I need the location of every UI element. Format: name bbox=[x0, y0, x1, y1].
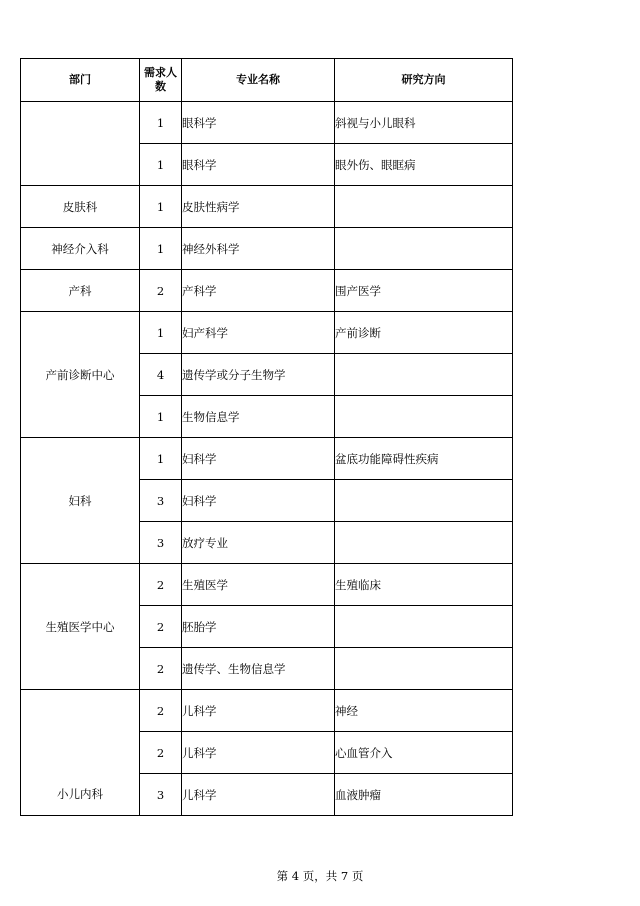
recruitment-table bbox=[20, 58, 513, 816]
dept-cell bbox=[21, 690, 140, 816]
major-cell: 生物信息学 bbox=[182, 396, 335, 438]
major-cell: 儿科学 bbox=[182, 774, 335, 816]
major-cell: 生殖医学 bbox=[182, 564, 335, 606]
table-row bbox=[21, 186, 513, 228]
count-cell: 1 bbox=[140, 438, 182, 480]
count-cell: 3 bbox=[140, 774, 182, 816]
dept-cell: 皮肤科 bbox=[21, 186, 140, 228]
dept-label: 小儿内科 bbox=[57, 787, 103, 801]
count-cell: 2 bbox=[140, 606, 182, 648]
direction-cell: 生殖临床 bbox=[335, 564, 513, 606]
major-cell: 遗传学或分子生物学 bbox=[182, 354, 335, 396]
dept-cell bbox=[21, 102, 140, 186]
table-row bbox=[21, 690, 513, 732]
direction-cell bbox=[335, 480, 513, 522]
dept-cell: 神经介入科 bbox=[21, 228, 140, 270]
major-cell: 儿科学 bbox=[182, 732, 335, 774]
count-cell: 2 bbox=[140, 690, 182, 732]
count-cell: 3 bbox=[140, 480, 182, 522]
major-cell: 放疗专业 bbox=[182, 522, 335, 564]
direction-cell bbox=[335, 396, 513, 438]
major-cell: 眼科学 bbox=[182, 144, 335, 186]
table-row bbox=[21, 102, 513, 144]
count-cell: 1 bbox=[140, 144, 182, 186]
table-row bbox=[21, 312, 513, 354]
direction-cell bbox=[335, 522, 513, 564]
direction-cell bbox=[335, 648, 513, 690]
major-cell: 胚胎学 bbox=[182, 606, 335, 648]
table-row bbox=[21, 438, 513, 480]
major-cell: 遗传学、生物信息学 bbox=[182, 648, 335, 690]
table-row bbox=[21, 564, 513, 606]
direction-cell bbox=[335, 354, 513, 396]
direction-cell: 围产医学 bbox=[335, 270, 513, 312]
count-cell: 1 bbox=[140, 228, 182, 270]
count-cell: 1 bbox=[140, 186, 182, 228]
direction-cell bbox=[335, 606, 513, 648]
dept-cell: 妇科 bbox=[21, 438, 140, 564]
major-cell: 妇科学 bbox=[182, 438, 335, 480]
count-cell: 1 bbox=[140, 312, 182, 354]
header-direction: 研究方向 bbox=[335, 59, 513, 102]
direction-cell bbox=[335, 228, 513, 270]
direction-cell: 心血管介入 bbox=[335, 732, 513, 774]
major-cell: 皮肤性病学 bbox=[182, 186, 335, 228]
header-count-label: 需求人数 bbox=[144, 66, 177, 93]
direction-cell: 神经 bbox=[335, 690, 513, 732]
table-row bbox=[21, 228, 513, 270]
dept-cell: 生殖医学中心 bbox=[21, 564, 140, 690]
major-cell: 眼科学 bbox=[182, 102, 335, 144]
header-count bbox=[140, 59, 182, 102]
major-cell: 产科学 bbox=[182, 270, 335, 312]
header-major: 专业名称 bbox=[182, 59, 335, 102]
count-cell: 2 bbox=[140, 270, 182, 312]
table-header-row bbox=[21, 59, 513, 102]
header-dept: 部门 bbox=[21, 59, 140, 102]
direction-cell: 血液肿瘤 bbox=[335, 774, 513, 816]
dept-cell: 产前诊断中心 bbox=[21, 312, 140, 438]
page-footer: 第 4 页，共 7 页 bbox=[276, 869, 364, 883]
count-cell: 3 bbox=[140, 522, 182, 564]
count-cell: 4 bbox=[140, 354, 182, 396]
count-cell: 2 bbox=[140, 648, 182, 690]
direction-cell: 产前诊断 bbox=[335, 312, 513, 354]
major-cell: 神经外科学 bbox=[182, 228, 335, 270]
direction-cell: 盆底功能障碍性疾病 bbox=[335, 438, 513, 480]
direction-cell bbox=[335, 186, 513, 228]
count-cell: 1 bbox=[140, 102, 182, 144]
count-cell: 1 bbox=[140, 396, 182, 438]
dept-cell: 产科 bbox=[21, 270, 140, 312]
count-cell: 2 bbox=[140, 564, 182, 606]
table-row bbox=[21, 270, 513, 312]
direction-cell: 眼外伤、眼眶病 bbox=[335, 144, 513, 186]
count-cell: 2 bbox=[140, 732, 182, 774]
major-cell: 妇产科学 bbox=[182, 312, 335, 354]
major-cell: 妇科学 bbox=[182, 480, 335, 522]
direction-cell: 斜视与小儿眼科 bbox=[335, 102, 513, 144]
major-cell: 儿科学 bbox=[182, 690, 335, 732]
